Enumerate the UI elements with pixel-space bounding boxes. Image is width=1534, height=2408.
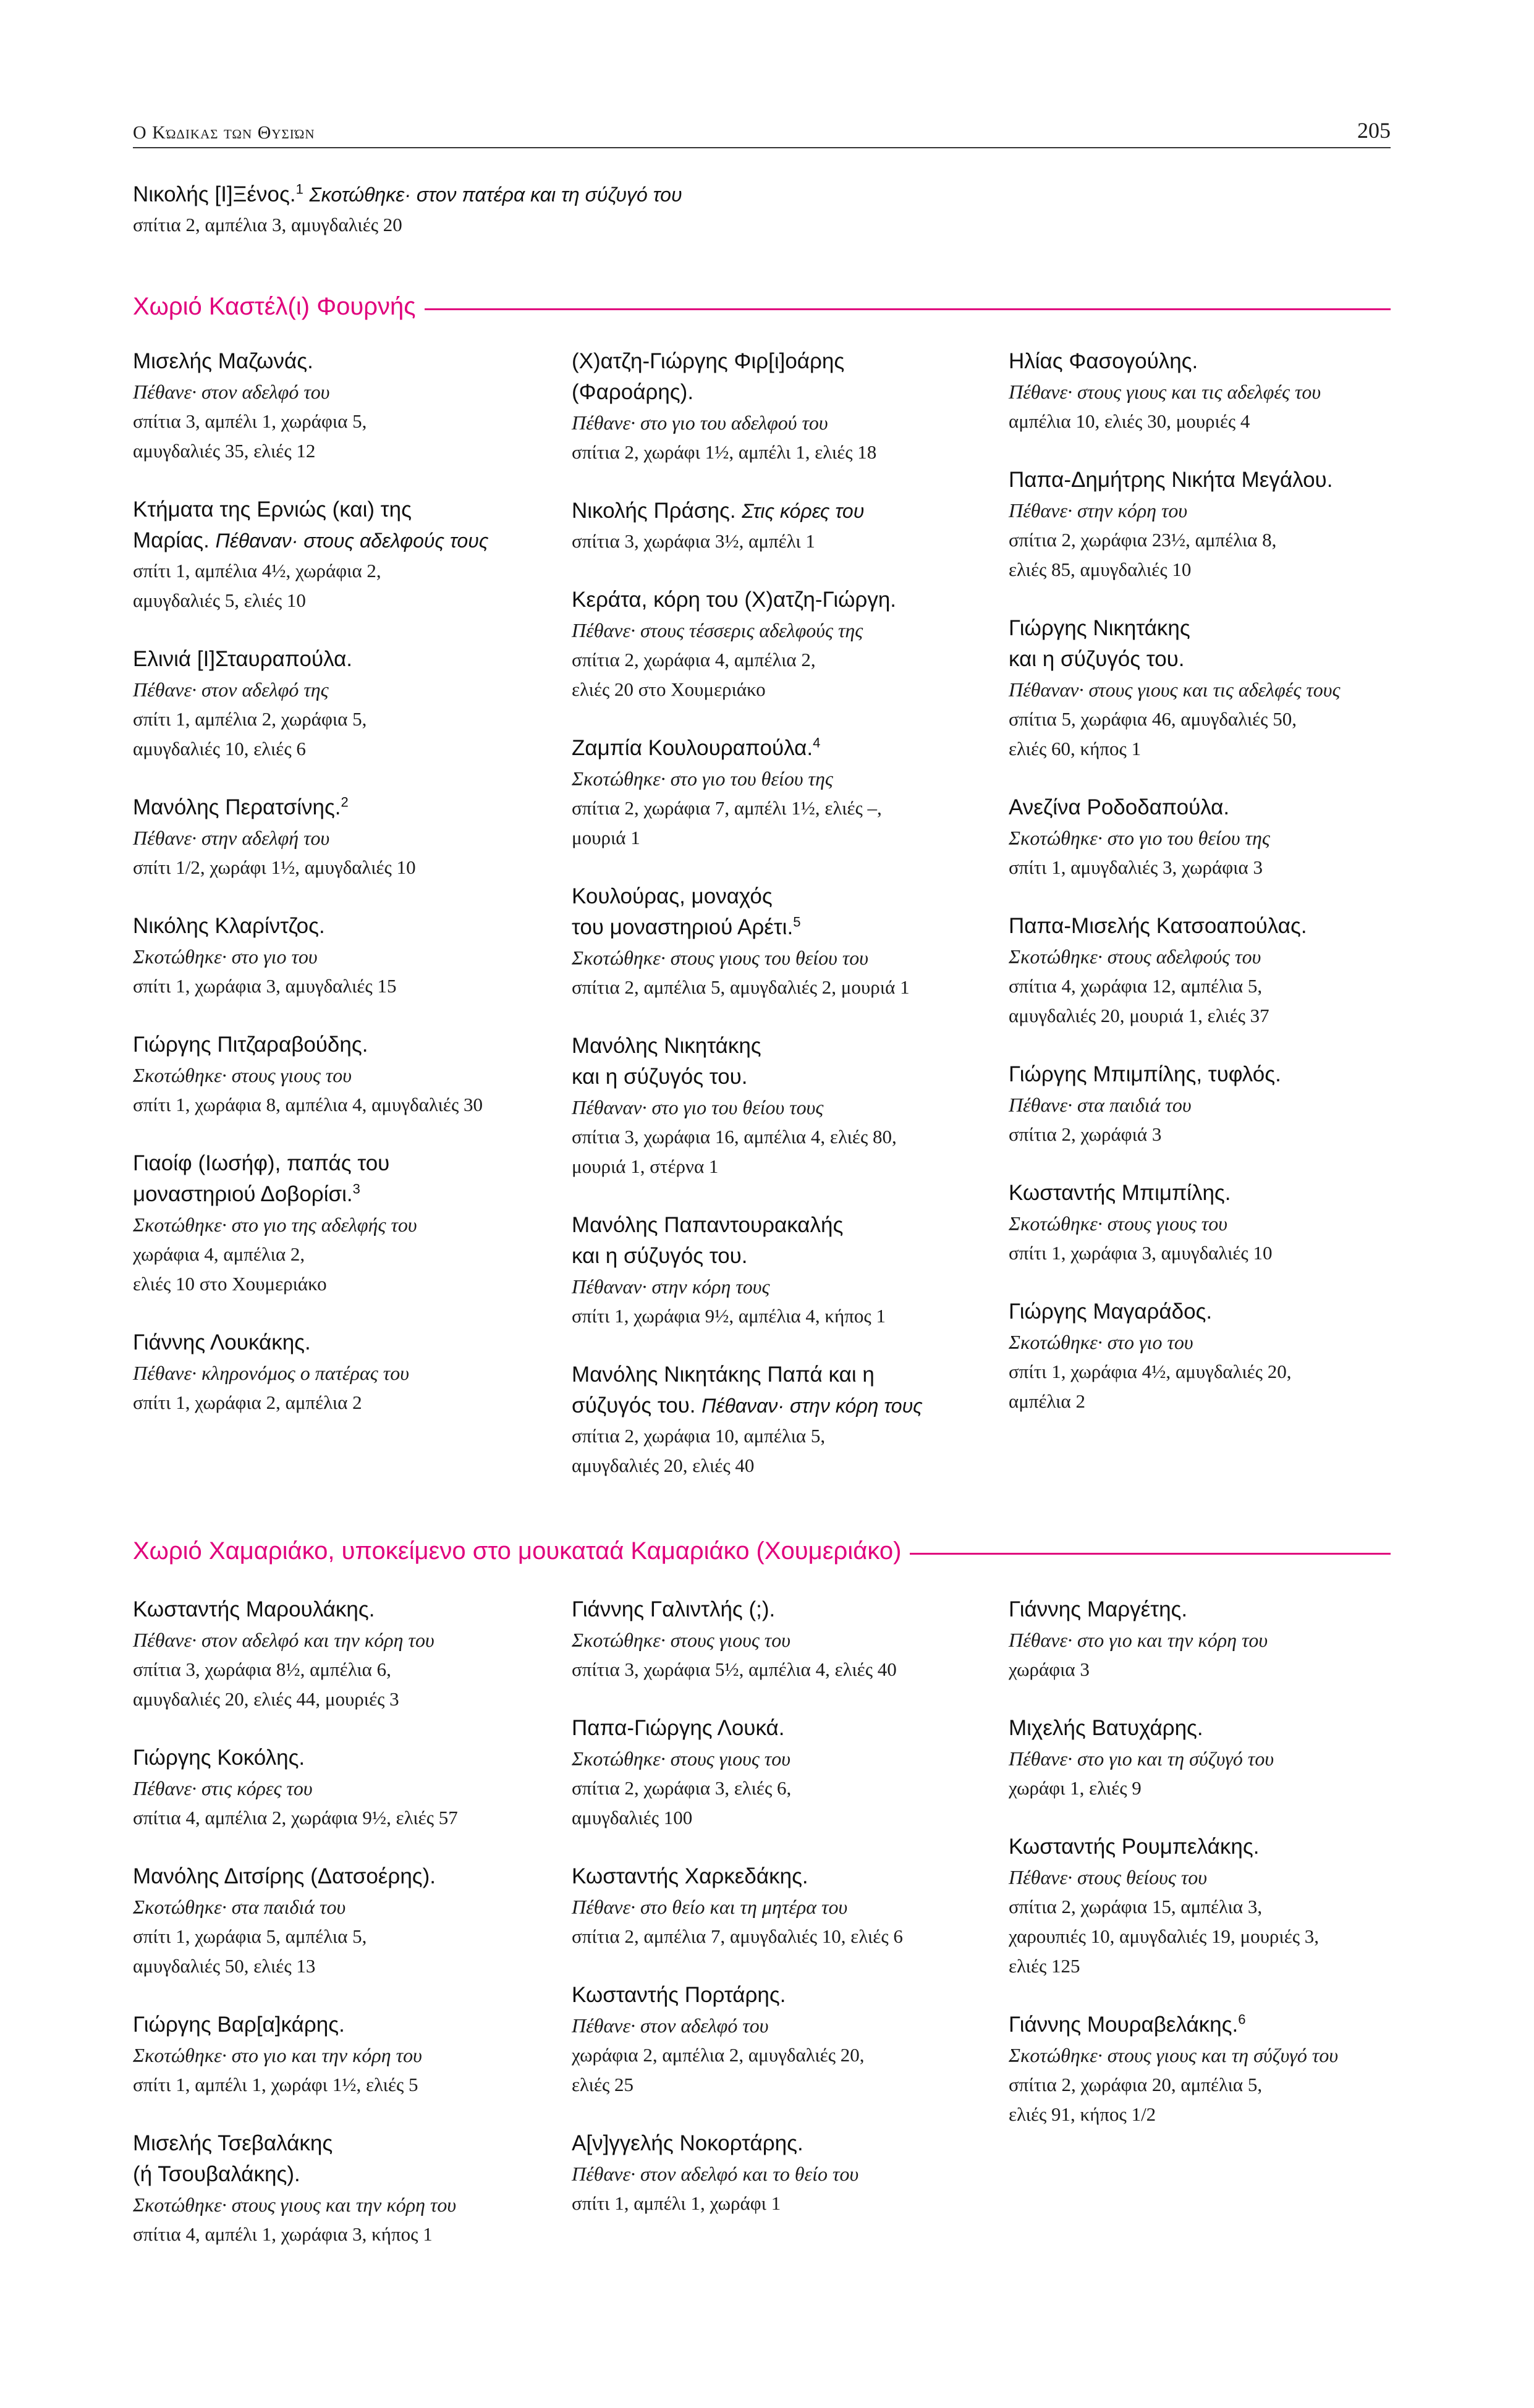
entry-name-line — [1009, 1178, 1441, 1209]
section-heading — [133, 288, 1391, 325]
entry-name: Κωσταντής Ρουμπελάκης. — [1009, 1835, 1260, 1859]
entry-details: σπίτι 1, χωράφια 9½, αμπέλια 4, κήπος 1 — [572, 1305, 886, 1327]
entry-name-line — [133, 346, 566, 377]
entry-details: σπίτια 2, χωράφια 15, αμπέλια 3, — [1009, 1896, 1263, 1917]
entry-details: σπίτι 1, αμυγδαλιές 3, χωράφια 3 — [1009, 856, 1263, 878]
entry — [572, 346, 1004, 467]
entry-name: Ελινιά [Ι]Σταυραπούλα. — [133, 647, 353, 671]
entry-name: και η σύζυγός του. — [1009, 647, 1185, 671]
entry — [572, 1210, 1004, 1331]
entry-name: (Χ)ατζη-Γιώργης Φιρ[ι]οάρης — [572, 349, 845, 373]
entry-name: Γιώργης Μπιμπίλης, τυφλός. — [1009, 1062, 1281, 1086]
entry-action: Πέθανε· στον αδελφό του — [133, 381, 330, 403]
section-title: Χωριό Χαμαριάκο, υποκείμενο στο μουκαταά Καμαριάκο (Χουμεριάκο) — [133, 1537, 902, 1565]
entry-name: (Φαροάρης). — [572, 380, 694, 404]
entry-name-line — [572, 1241, 1004, 1272]
entry — [133, 792, 566, 882]
entry-name: Γιάννης Λουκάκης. — [133, 1330, 311, 1354]
entry-action: Πέθανε· στον αδελφό και το θείο του — [572, 2163, 859, 2185]
section-0-column-0 — [133, 346, 566, 1446]
entry-action: Πέθανε· στον αδελφό της — [133, 678, 329, 701]
entry-details: σπίτια 2, χωράφια 3, ελιές 6, — [572, 1777, 792, 1799]
entry-action: Πέθανε· στις κόρες του — [133, 1777, 313, 1799]
entry — [133, 1594, 566, 1714]
entry-name: Μιχελής Βατυχάρης. — [1009, 1716, 1203, 1740]
entry-action: Πέθανε· στην κόρη του — [1009, 499, 1188, 522]
entry-name-line — [133, 494, 566, 525]
entry-name: μοναστηριού Δοβορίσι. — [133, 1182, 353, 1206]
entry-name-line — [133, 1594, 566, 1625]
entry-name-line — [133, 2159, 566, 2190]
entry-details: σπίτια 2, χωράφια 4, αμπέλια 2, — [572, 649, 816, 670]
entry — [572, 881, 1004, 1002]
entry-name-line — [572, 2128, 1004, 2159]
entry-details: μουριά 1, στέρνα 1 — [572, 1155, 719, 1177]
entry-details: αμυγδαλιές 50, ελιές 13 — [133, 1955, 316, 1977]
entry — [133, 2009, 566, 2100]
entry-action: Σκοτώθηκε· στους γιους και τη σύζυγό του — [1009, 2044, 1339, 2066]
entry-details: σπίτια 2, χωράφι 1½, αμπέλι 1, ελιές 18 — [572, 441, 877, 463]
entry — [572, 585, 1004, 704]
entry-action: Πέθανε· στα παιδιά του — [1009, 1094, 1192, 1116]
entry-name-line — [133, 792, 566, 823]
entry-name-line — [572, 496, 1004, 526]
entry — [1009, 1713, 1441, 1803]
entry-name: Κωσταντής Μαρουλάκης. — [133, 1597, 375, 1621]
entry-action: Σκοτώθηκε· στους γιους και την κόρη του — [133, 2194, 457, 2216]
entry-name: Νικόλης Κλαρίντζος. — [133, 914, 325, 938]
page-header — [133, 110, 1391, 148]
footnote-marker: 3 — [352, 1181, 360, 1197]
entry-name-line — [572, 1390, 1004, 1421]
section-1-column-0 — [133, 1594, 566, 2278]
entry — [572, 1594, 1004, 1684]
entry-action: Πέθανε· στο θείο και τη μητέρα του — [572, 1896, 848, 1918]
section-0-column-1 — [572, 346, 1004, 1509]
entry-action: Σκοτώθηκε· στο γιο του — [133, 945, 318, 968]
section-0-column-2 — [1009, 346, 1441, 1445]
entry-name-line — [572, 1062, 1004, 1092]
entry — [572, 2128, 1004, 2218]
entry — [572, 1359, 1004, 1481]
entry-name-line — [1009, 346, 1441, 377]
entry-name-line — [572, 1210, 1004, 1241]
entry-name-line — [572, 912, 1004, 943]
entry-name-line — [572, 1861, 1004, 1892]
entry-name: Α[ν]γγελής Νοκορτάρης. — [572, 2131, 803, 2155]
entry-details: μουριά 1 — [572, 827, 640, 848]
entry-name: Κωσταντής Μπιμπίλης. — [1009, 1181, 1231, 1205]
intro-entry — [133, 179, 1391, 240]
entry-name: Γιάννης Μουραβελάκης. — [1009, 2013, 1239, 2037]
entry-name: Μανόλης Νικητάκης Παπά και η — [572, 1362, 875, 1387]
entry-name: Νικολής Πράσης. — [572, 499, 736, 523]
entry-name-line — [1009, 2009, 1441, 2040]
entry-name: Μαρίας. — [133, 528, 210, 552]
page-number: 205 — [1357, 118, 1391, 143]
entry-details: αμυγδαλιές 5, ελιές 10 — [133, 589, 306, 611]
entry-action: Πέθανε· στον αδελφό και την κόρη του — [133, 1629, 434, 1651]
entry-name-line — [133, 1861, 566, 1892]
entry-action: Πέθαναν· στους γιους και τις αδελφές τους — [1009, 678, 1341, 701]
entry-details: σπίτια 2, χωράφια 23½, αμπέλια 8, — [1009, 529, 1277, 551]
entry-details: χωράφια 2, αμπέλια 2, αμυγδαλιές 20, — [572, 2044, 865, 2066]
entry-name: και η σύζυγός του. — [572, 1065, 748, 1089]
entry-action: Σκοτώθηκε· στους αδελφούς του — [1009, 945, 1261, 968]
entry-action: Στις κόρες του — [742, 500, 865, 522]
entry-name-line — [133, 1327, 566, 1358]
entry-details: σπίτια 2, αμπέλια 5, αμυγδαλιές 2, μουριά 1 — [572, 976, 910, 998]
entry-details: αμυγδαλιές 10, ελιές 6 — [133, 738, 306, 759]
entry — [1009, 792, 1441, 882]
footnote-marker: 6 — [1238, 2011, 1246, 2027]
entry-name-line — [133, 644, 566, 675]
entry-name-line — [133, 1743, 566, 1773]
entry-details: σπίτια 3, χωράφια 16, αμπέλια 4, ελιές 80, — [572, 1126, 897, 1147]
section-heading — [133, 1532, 1391, 1569]
entry-action: Πέθανε· στο γιο του αδελφού του — [572, 412, 828, 434]
entry — [1009, 1831, 1441, 1981]
entry-details: ελιές 10 στο Χουμεριάκο — [133, 1273, 327, 1295]
entry-action: Σκοτώθηκε· στο γιο του — [1009, 1331, 1193, 1353]
entry-name-line — [572, 346, 1004, 377]
entry-details: σπίτια 3, χωράφια 3½, αμπέλι 1 — [572, 530, 815, 552]
entry-details: σπίτι 1, χωράφια 8, αμπέλια 4, αμυγδαλιές 30 — [133, 1094, 483, 1115]
entry-details: σπίτι 1, αμπέλι 1, χωράφι 1 — [572, 2192, 781, 2214]
entry — [1009, 613, 1441, 764]
entry-name-line — [133, 911, 566, 942]
entry-name: Μανόλης Διτσίρης (Δατσοέρης). — [133, 1864, 436, 1888]
entry-action: Σκοτώθηκε· στα παιδιά του — [133, 1896, 346, 1918]
entry-details: σπίτι 1, χωράφια 5, αμπέλια 5, — [133, 1925, 367, 1947]
entry-details: σπίτια 2, χωράφιά 3 — [1009, 1123, 1162, 1145]
entry-name-line — [1009, 644, 1441, 675]
entry-details: ελιές 125 — [1009, 1955, 1080, 1977]
section-1-column-2 — [1009, 1594, 1441, 2158]
entry-action: Σκοτώθηκε· στο γιο του θείου της — [572, 767, 833, 790]
entry-name-line — [1009, 1594, 1441, 1625]
entry-name: Ζαμπία Κουλουραπούλα. — [572, 736, 813, 760]
entry-details: αμπέλια 2 — [1009, 1390, 1086, 1412]
entry-name-line — [572, 585, 1004, 615]
entry-name: Ανεζίνα Ροδοδαπούλα. — [1009, 795, 1230, 819]
entry-name-line — [1009, 1296, 1441, 1327]
entry — [1009, 1594, 1441, 1684]
section-rule — [910, 1553, 1391, 1555]
entry — [133, 644, 566, 764]
entry-action: Πέθανε· στην αδελφή του — [133, 827, 330, 849]
entry-name-line — [572, 1359, 1004, 1390]
section-title: Χωριό Καστέλ(ι) Φουρνής — [133, 292, 416, 320]
entry-name: Γιώργης Βαρ[α]κάρης. — [133, 2013, 345, 2037]
section-1-column-1 — [572, 1594, 1004, 2247]
entry — [572, 1713, 1004, 1833]
entry-details: σπίτια 3, χωράφια 8½, αμπέλια 6, — [133, 1658, 391, 1680]
entry-details: σπίτια 4, χωράφια 12, αμπέλια 5, — [1009, 975, 1263, 997]
entry — [133, 1148, 566, 1299]
entry-details: αμυγδαλιές 100 — [572, 1807, 693, 1828]
entry-name: Παπα-Δημήτρης Νικήτα Μεγάλου. — [1009, 468, 1333, 492]
entry — [572, 1861, 1004, 1951]
entry — [133, 346, 566, 466]
entry-name: Ηλίας Φασογούλης. — [1009, 349, 1198, 373]
entry-name-line — [572, 1713, 1004, 1744]
entry-details: σπίτια 2, χωράφια 10, αμπέλια 5, — [572, 1425, 826, 1447]
entry-action: Πέθαναν· στο γιο του θείου τους — [572, 1096, 824, 1118]
entry-details: χαρουπιές 10, αμυγδαλιές 19, μουριές 3, — [1009, 1925, 1320, 1947]
entry-details: χωράφια 3 — [1009, 1658, 1090, 1680]
entry-action: Σκοτώθηκε· στους γιους του — [133, 1064, 352, 1086]
entry-name: Κουλούρας, μοναχός — [572, 884, 773, 908]
entry-name-line — [1009, 465, 1441, 496]
entry-name: Μισελής Μαζωνάς. — [133, 349, 313, 373]
entry — [133, 1029, 566, 1120]
entry-name: σύζυγός του. — [572, 1393, 696, 1417]
entry-details: αμυγδαλιές 35, ελιές 12 — [133, 440, 316, 462]
entry-details: σπίτι 1, χωράφια 4½, αμυγδαλιές 20, — [1009, 1361, 1292, 1382]
section-rule — [425, 308, 1391, 310]
entry — [1009, 1178, 1441, 1268]
entry — [1009, 1296, 1441, 1416]
entry — [133, 494, 566, 615]
entry — [1009, 465, 1441, 585]
entry-name-line — [572, 1594, 1004, 1625]
entry-details: σπίτι 1/2, χωράφι 1½, αμυγδαλιές 10 — [133, 856, 416, 878]
footnote-marker: 1 — [295, 181, 303, 197]
entry-name-line — [1009, 613, 1441, 644]
running-title: Ο Κώδικας των Θυσιών — [133, 122, 315, 143]
entry-details: σπίτια 4, αμπέλι 1, χωράφια 3, κήπος 1 — [133, 2223, 433, 2245]
entry-details: ελιές 25 — [572, 2074, 634, 2095]
entry-action: Πέθαναν· στους αδελφούς τους — [215, 530, 489, 552]
entry-action: Πέθανε· στο γιο και την κόρη του — [1009, 1629, 1268, 1651]
entry-name: Κωσταντής Χαρκεδάκης. — [572, 1864, 808, 1888]
entry-name: Γιώργης Μαγαράδος. — [1009, 1299, 1213, 1324]
entry-action: Πέθανε· στον αδελφό του — [572, 2014, 769, 2037]
entry-details: ελιές 85, αμυγδαλιές 10 — [1009, 559, 1192, 580]
entry-name-line — [1009, 1059, 1441, 1090]
footnote-marker: 4 — [813, 735, 821, 751]
entry-name: Γιάννης Μαργέτης. — [1009, 1597, 1188, 1621]
entry-action: Σκοτώθηκε· στους γιους του — [1009, 1212, 1227, 1235]
entry-name-line — [1009, 1831, 1441, 1862]
entry-details: ελιές 20 στο Χουμεριάκο — [572, 678, 766, 700]
entry — [1009, 2009, 1441, 2129]
entry-action: Σκοτώθηκε· στο γιο και την κόρη του — [133, 2044, 422, 2066]
entry-details: σπίτια 2, χωράφια 7, αμπέλι 1½, ελιές –, — [572, 797, 882, 819]
entry-action: Σκοτώθηκε· στους γιους του — [572, 1629, 790, 1651]
entry-name-line — [572, 377, 1004, 408]
entry-name-line — [572, 1031, 1004, 1062]
entry-name-line — [1009, 1713, 1441, 1744]
entry-action: Σκοτώθηκε· στο γιο της αδελφής του — [133, 1214, 417, 1236]
entry-details: σπίτια 2, αμπέλια 7, αμυγδαλιές 10, ελιές 6 — [572, 1925, 903, 1947]
entry — [133, 2128, 566, 2249]
entry-action: Πέθαναν· στην κόρη τους — [572, 1275, 770, 1298]
entry — [572, 1031, 1004, 1181]
footnote-marker: 5 — [793, 914, 801, 930]
entry-details: σπίτια 5, χωράφια 46, αμυγδαλιές 50, — [1009, 708, 1297, 730]
entry-name-line — [572, 733, 1004, 764]
entry-name-line — [572, 881, 1004, 912]
entry-details: σπίτι 1, αμπέλι 1, χωράφι 1½, ελιές 5 — [133, 2074, 418, 2095]
entry-action: Πέθανε· στους θείους του — [1009, 1866, 1207, 1888]
entry-details: σπίτια 3, αμπέλι 1, χωράφια 5, — [133, 410, 367, 432]
entry — [1009, 346, 1441, 436]
entry-name: Γιώργης Νικητάκης — [1009, 616, 1190, 640]
entry — [1009, 1059, 1441, 1149]
entry-name: Μισελής Τσεβαλάκης — [133, 2131, 333, 2155]
entry — [1009, 911, 1441, 1031]
entry-name-line — [133, 525, 566, 556]
entry-action: Πέθανε· κληρονόμος ο πατέρας του — [133, 1362, 409, 1384]
entry-name: Παπα-Γιώργης Λουκά. — [572, 1716, 785, 1740]
entry-name-line — [1009, 911, 1441, 942]
entry-name-line — [133, 1148, 566, 1179]
entry-details: σπίτι 1, χωράφια 3, αμυγδαλιές 10 — [1009, 1242, 1273, 1264]
entry-name: Γιάννης Γαλιντλής (;). — [572, 1597, 776, 1621]
entry-action: Σκοτώθηκε· στον πατέρα και τη σύζυγό του — [309, 184, 682, 206]
entry-name: Κεράτα, κόρη του (Χ)ατζη-Γιώργη. — [572, 588, 897, 612]
entry-action: Σκοτώθηκε· στους γιους του θείου του — [572, 947, 868, 969]
entry — [572, 496, 1004, 556]
entry-name: Μανόλης Περατσίνης. — [133, 795, 341, 819]
entry-action: Σκοτώθηκε· στους γιους του — [572, 1747, 790, 1770]
entry-details: σπίτι 1, χωράφια 3, αμυγδαλιές 15 — [133, 975, 397, 997]
entry-name: Κωσταντής Πορτάρης. — [572, 1983, 786, 2007]
entry-name: (ή Τσουβαλάκης). — [133, 2162, 300, 2186]
entry — [133, 1743, 566, 1833]
entry-details: σπίτι 1, χωράφια 2, αμπέλια 2 — [133, 1392, 362, 1413]
entry-details: σπίτια 4, αμπέλια 2, χωράφια 9½, ελιές 57 — [133, 1807, 458, 1828]
footnote-marker: 2 — [341, 794, 349, 810]
entry-details: ελιές 91, κήπος 1/2 — [1009, 2103, 1156, 2125]
entry-name: Γιώργης Πιτζαραβούδης. — [133, 1033, 368, 1057]
entry-action: Πέθανε· στους τέσσερις αδελφούς της — [572, 619, 863, 641]
entry-name: Μανόλης Παπαντουρακαλής — [572, 1213, 844, 1237]
entry — [572, 1980, 1004, 2100]
entry-name: Νικολής [Ι]Ξένος. — [133, 182, 296, 206]
entry-name: Γιώργης Κοκόλης. — [133, 1746, 305, 1770]
entry-name-line — [133, 2128, 566, 2159]
entry-action: Πέθανε· στους γιους και τις αδελφές του — [1009, 381, 1321, 403]
entry-details: χωράφια 4, αμπέλια 2, — [133, 1243, 305, 1265]
entry-name: του μοναστηριού Αρέτι. — [572, 915, 794, 939]
entry — [133, 1861, 566, 1981]
entry — [572, 733, 1004, 853]
entry-details: ελιές 60, κήπος 1 — [1009, 738, 1142, 759]
entry-name: Γιαοίφ (Ιωσήφ), παπάς του — [133, 1151, 390, 1175]
entry — [133, 1327, 566, 1417]
entry-name-line — [572, 1980, 1004, 2011]
entry-details: χωράφι 1, ελιές 9 — [1009, 1777, 1142, 1799]
entry-details: αμυγδαλιές 20, ελιές 44, μουριές 3 — [133, 1688, 399, 1710]
entry-name-line — [133, 1029, 566, 1060]
entry-details: σπίτια 2, χωράφια 20, αμπέλια 5, — [1009, 2074, 1263, 2095]
entry-name-line — [133, 2009, 566, 2040]
entry-action: Πέθαναν· στην κόρη τους — [701, 1395, 923, 1417]
entry-name-line — [133, 1179, 566, 1210]
entry-details: σπίτια 3, χωράφια 5½, αμπέλια 4, ελιές 40 — [572, 1658, 897, 1680]
entry-details: σπίτι 1, αμπέλια 2, χωράφια 5, — [133, 708, 367, 730]
entry-details: αμυγδαλιές 20, μουριά 1, ελιές 37 — [1009, 1005, 1269, 1026]
entry-details: σπίτια 2, αμπέλια 3, αμυγδαλιές 20 — [133, 214, 402, 235]
entry-name-line — [1009, 792, 1441, 823]
entry-action: Πέθανε· στο γιο και τη σύζυγό του — [1009, 1747, 1274, 1770]
entry-name: και η σύζυγός του. — [572, 1244, 748, 1268]
entry-name: Παπα-Μισελής Κατσοαπούλας. — [1009, 914, 1307, 938]
entry-details: αμπέλια 10, ελιές 30, μουριές 4 — [1009, 410, 1250, 432]
entry — [133, 911, 566, 1001]
entry-name: Κτήματα της Ερνιώς (και) της — [133, 497, 412, 522]
entry-details: σπίτι 1, αμπέλια 4½, χωράφια 2, — [133, 560, 381, 581]
entry-name: Μανόλης Νικητάκης — [572, 1034, 761, 1058]
entry-details: αμυγδαλιές 20, ελιές 40 — [572, 1455, 755, 1476]
entry-action: Σκοτώθηκε· στο γιο του θείου της — [1009, 827, 1270, 849]
